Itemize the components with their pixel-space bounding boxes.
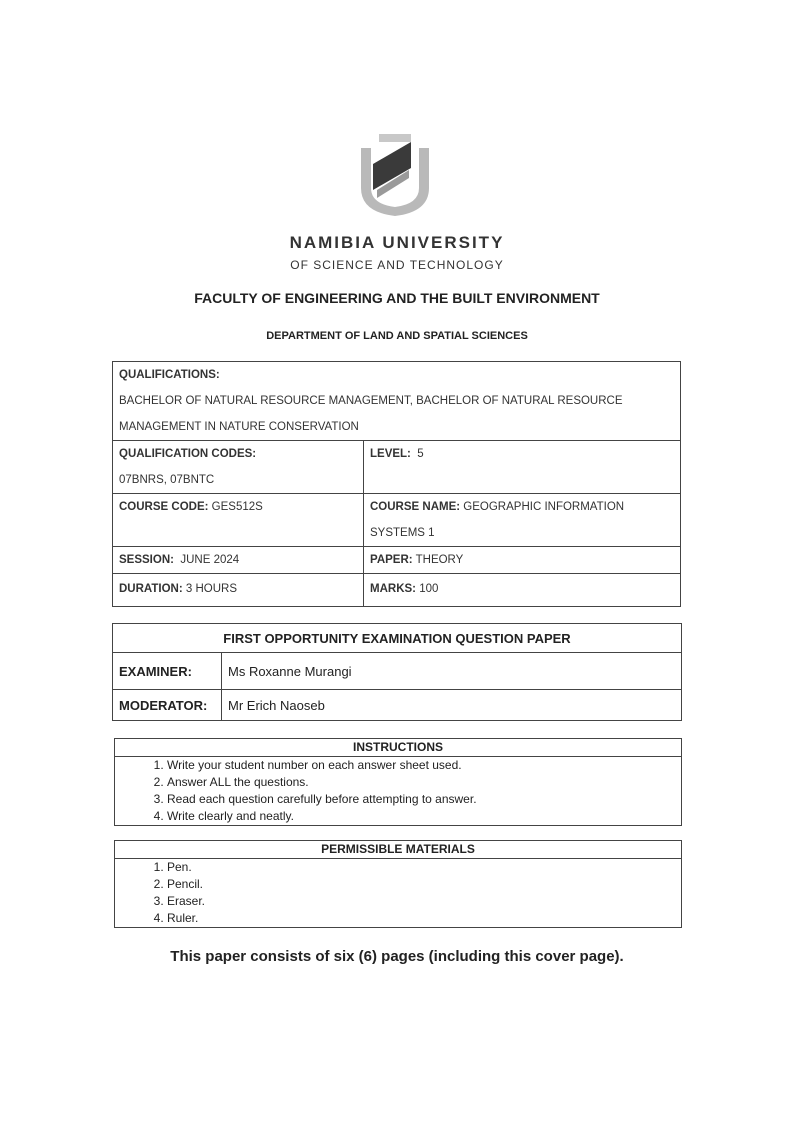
- table-row: [113, 362, 681, 441]
- course-name-cell: [364, 494, 681, 547]
- marks-cell: [364, 574, 681, 607]
- table-row: [113, 653, 682, 690]
- moderator-label: MODERATOR:: [113, 690, 222, 721]
- instructions-title: INSTRUCTIONS: [115, 739, 682, 757]
- list-item: 1. Write your student number on each answer sheet used.: [167, 757, 681, 774]
- duration-cell: [113, 574, 364, 607]
- level-label: LEVEL:: [370, 448, 411, 460]
- university-subtitle: OF SCIENCE AND TECHNOLOGY: [290, 258, 504, 272]
- moderator-value: Mr Erich Naoseb: [222, 690, 682, 721]
- instructions-table: [114, 738, 682, 826]
- qualification-codes-cell: [113, 441, 364, 494]
- table-row: [115, 757, 682, 826]
- session-cell: [113, 547, 364, 574]
- level-cell: [364, 441, 681, 494]
- paper-cell: [364, 547, 681, 574]
- table-row: [113, 690, 682, 721]
- qualification-codes-label: QUALIFICATION CODES:: [119, 448, 257, 460]
- list-item: 3. Eraser.: [167, 893, 681, 910]
- paper-value: THEORY: [415, 554, 464, 566]
- table-row: [113, 441, 681, 494]
- table-row: [113, 574, 681, 607]
- list-item: 2. Pencil.: [167, 876, 681, 893]
- table-row: [115, 739, 682, 757]
- course-code-label: COURSE CODE:: [119, 501, 209, 513]
- table-row: [115, 859, 682, 928]
- course-code-cell: [113, 494, 364, 547]
- table-row: [113, 624, 682, 653]
- examination-table: [112, 623, 682, 721]
- materials-title: PERMISSIBLE MATERIALS: [115, 841, 682, 859]
- course-code-value: GES512S: [211, 501, 263, 513]
- department-heading: DEPARTMENT OF LAND AND SPATIAL SCIENCES: [266, 330, 528, 342]
- list-item: 1. Pen.: [167, 859, 681, 876]
- course-name-label: COURSE NAME:: [370, 501, 461, 513]
- duration-label: DURATION:: [119, 583, 183, 595]
- university-name: NAMIBIA UNIVERSITY: [289, 233, 505, 252]
- session-value: JUNE 2024: [180, 554, 240, 566]
- course-details-table: [112, 361, 681, 607]
- session-label: SESSION:: [119, 554, 174, 566]
- list-item: 4. Write clearly and neatly.: [167, 808, 681, 825]
- university-logo: [355, 128, 435, 220]
- faculty-heading: FACULTY OF ENGINEERING AND THE BUILT ENVIRONMENT: [194, 290, 600, 306]
- paper-label: PAPER:: [370, 554, 413, 566]
- examiner-value: Ms Roxanne Murangi: [222, 653, 682, 690]
- list-item: 2. Answer ALL the questions.: [167, 774, 681, 791]
- course-name-line-2: SYSTEMS 1: [370, 527, 435, 539]
- duration-value: 3 HOURS: [185, 583, 237, 595]
- instructions-list: [115, 757, 681, 825]
- table-row: [113, 494, 681, 547]
- qualifications-label: QUALIFICATIONS:: [119, 369, 220, 381]
- table-row: [113, 547, 681, 574]
- marks-value: 100: [419, 583, 439, 595]
- marks-label: MARKS:: [370, 583, 416, 595]
- qualification-codes-value: 07BNRS, 07BNTC: [119, 474, 215, 486]
- list-item: 3. Read each question carefully before attempting to answer.: [167, 791, 681, 808]
- qualifications-line-1: BACHELOR OF NATURAL RESOURCE MANAGEMENT, BACHELOR OF NATURAL RESOURCE: [119, 395, 623, 407]
- qualifications-cell: [113, 362, 681, 441]
- examiner-label: EXAMINER:: [113, 653, 222, 690]
- instructions-body: [115, 757, 682, 826]
- logo-emblem: [355, 128, 435, 220]
- list-item: 4. Ruler.: [167, 910, 681, 927]
- exam-title: FIRST OPPORTUNITY EXAMINATION QUESTION PAPER: [113, 624, 682, 653]
- page-count-note: This paper consists of six (6) pages (including this cover page).: [170, 948, 624, 965]
- table-row: [115, 841, 682, 859]
- level-value: 5: [417, 448, 424, 460]
- materials-body: [115, 859, 682, 928]
- materials-table: [114, 840, 682, 928]
- qualifications-line-2: MANAGEMENT IN NATURE CONSERVATION: [119, 421, 359, 433]
- course-name-line-1: GEOGRAPHIC INFORMATION: [463, 501, 625, 513]
- materials-list: [115, 859, 681, 927]
